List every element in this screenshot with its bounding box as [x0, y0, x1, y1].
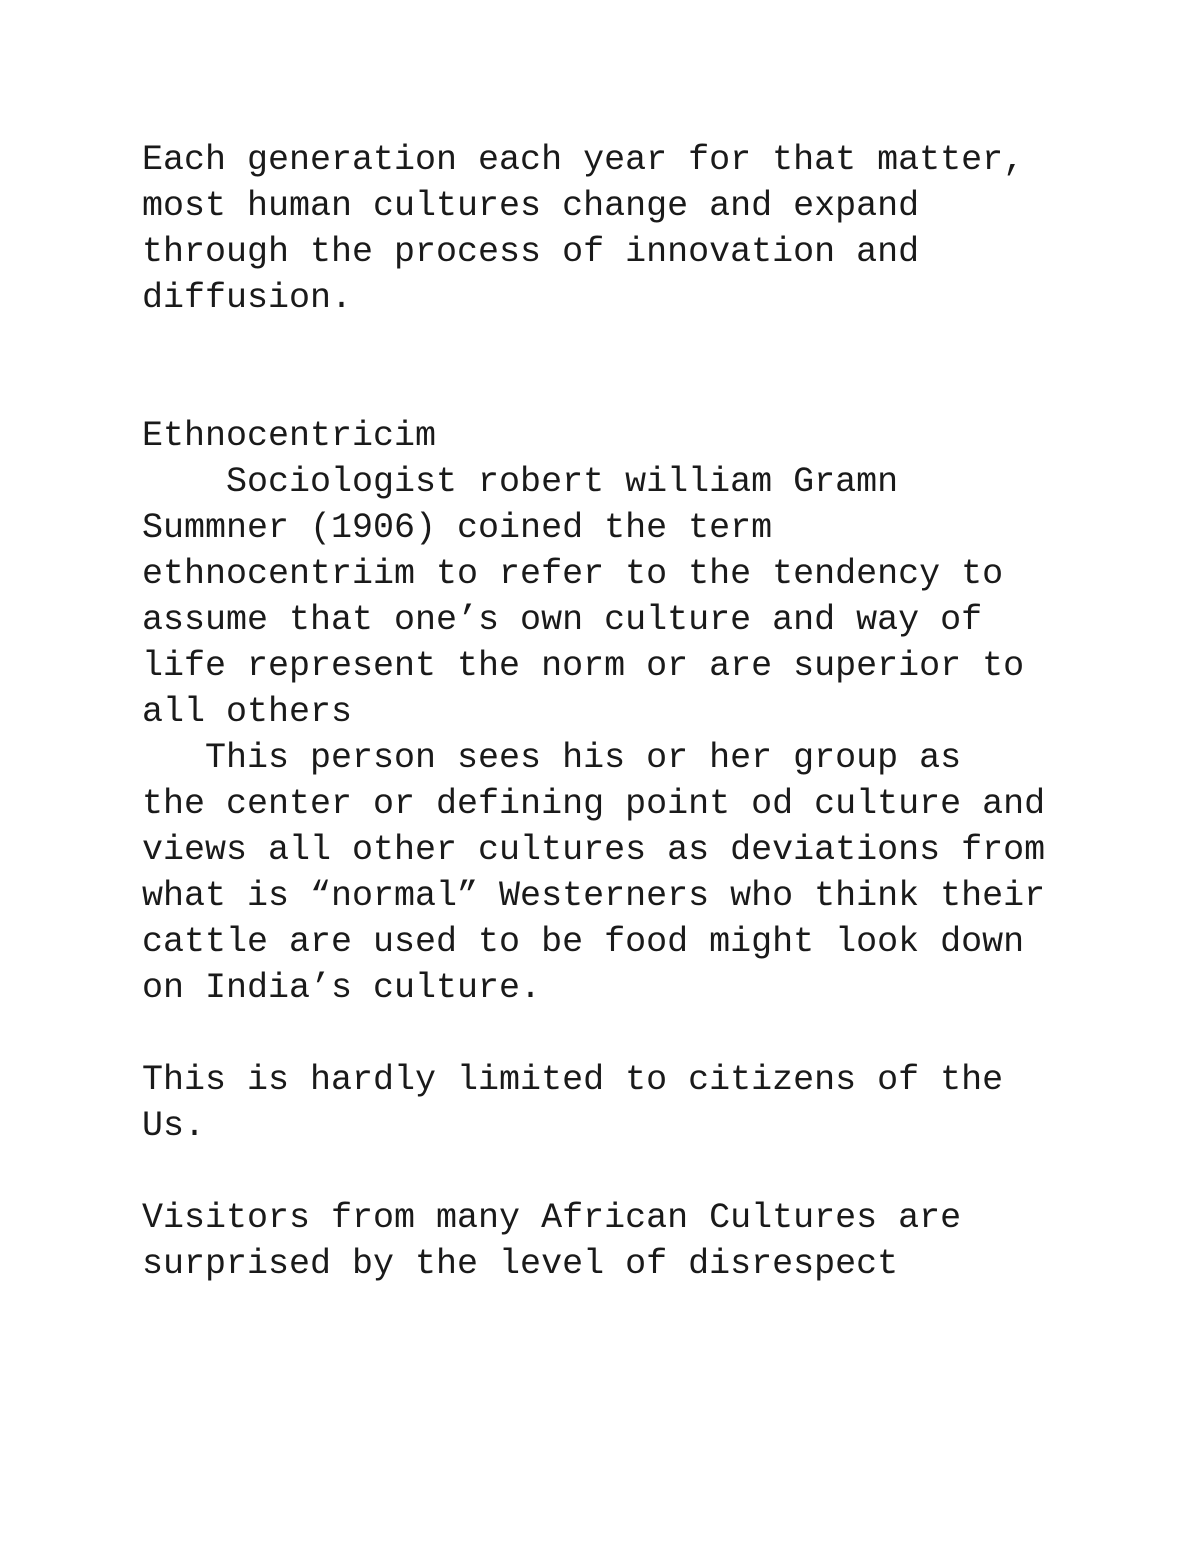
paragraph-2-line: life represent the norm or are superior to [142, 646, 1025, 686]
paragraph-2-line: assume that one’s own culture and way of [142, 600, 983, 640]
paragraph-3-line: This person sees his or her group as [142, 738, 962, 778]
section-heading: Ethnocentricim [142, 416, 437, 456]
paragraph-1-line: most human cultures change and expand [142, 186, 920, 226]
paragraph-5-line: surprised by the level of disrespect [142, 1244, 899, 1284]
paragraph-1-line: diffusion. [142, 278, 353, 318]
paragraph-3-line: cattle are used to be food might look down [142, 922, 1025, 962]
paragraph-2-line: Summner (1906) coined the term [142, 508, 773, 548]
paragraph-2-line: Sociologist robert william Gramn [142, 462, 899, 502]
paragraph-4-line: Us. [142, 1106, 206, 1146]
paragraph-3-line: views all other cultures as deviations from [142, 830, 1046, 870]
paragraph-3-line: the center or defining point od culture and [142, 784, 1046, 824]
paragraph-2-line: ethnocentriim to refer to the tendency to [142, 554, 1004, 594]
paragraph-4-line: This is hardly limited to citizens of the [142, 1060, 1004, 1100]
paragraph-3-line: what is “normal” Westerners who think their [142, 876, 1046, 916]
paragraph-3-line: on India’s culture. [142, 968, 542, 1008]
paragraph-1-line: through the process of innovation and [142, 232, 920, 272]
paragraph-5-line: Visitors from many African Cultures are [142, 1198, 962, 1238]
paragraph-2-line: all others [142, 692, 353, 732]
paragraph-1-line: Each generation each year for that matter, [142, 140, 1025, 180]
